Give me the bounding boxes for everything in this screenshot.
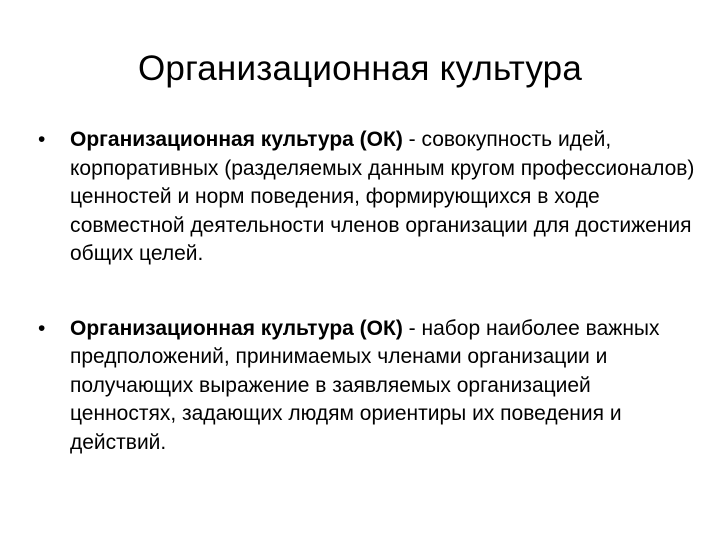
bullet-item-definition-2	[38, 315, 698, 458]
bullet-term: Организационная культура (ОК)	[70, 316, 403, 340]
bullet-item-definition-1	[38, 126, 698, 269]
bullet-term: Организационная культура (ОК)	[70, 128, 403, 151]
bullet-text: - набор наиболее важных предположений, принимаемых членами организации и получающих выражение в заявляемых организацией ценностях, задающих людям ориентиры их поведения и действий.	[70, 316, 660, 454]
slide-title: Организационная культура	[137, 49, 583, 88]
bullet-marker: •	[38, 316, 46, 340]
bullet-list	[38, 126, 698, 457]
bullet-marker: •	[38, 128, 46, 151]
bullet-text: - совокупность идей, корпоративных (разделяемых данным кругом профессионалов) ценностей и норм поведения, формирующихся в ходе совместной деятельности членов организации для достижения общих целей.	[70, 128, 695, 265]
